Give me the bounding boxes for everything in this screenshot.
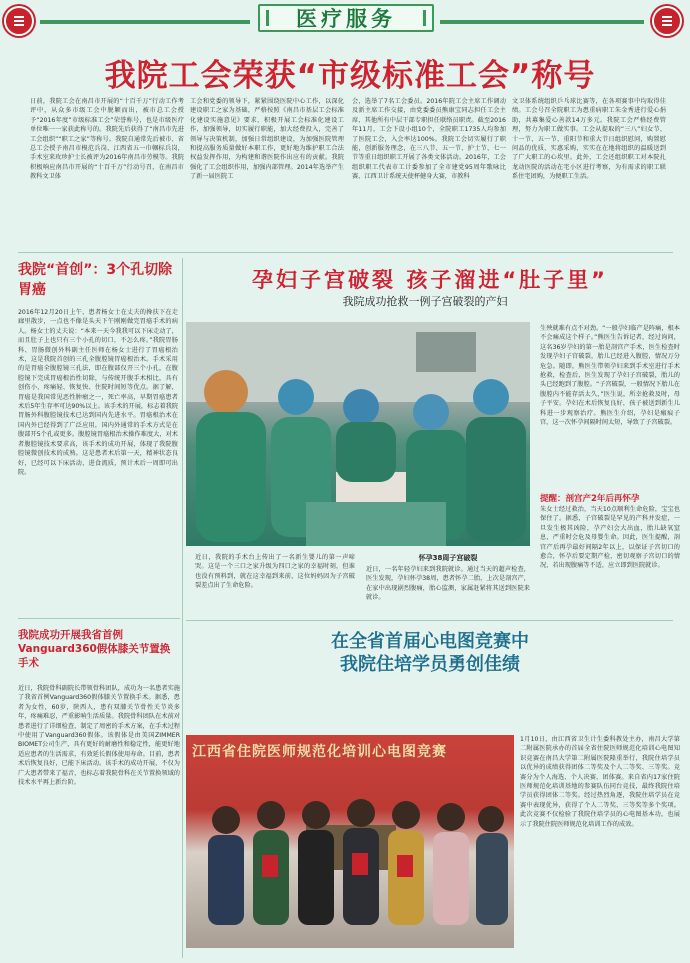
story-first-title: 我院“首创”：3个孔切除胃癌 [18, 262, 173, 298]
story-first-body: 2016年12月20日上午，患者杨女士在丈夫的搀扶下在走廊里散步，一点也不像是头天下午刚刚做完胃癌手术的病人。杨女士的丈夫说：“本来一天今我我可以下床走动了，而且肚子上也只有三个小孔的切口，不怎么疼。”我院胃肠科、胃肠微创外科副主任医师在杨女士进行了胃癌根治术，这是我院首创的三孔全腹腔镜胃癌根治术。手术采用的是胃癌全腹腔镜三孔法，即在腹部仅开三个小孔，在腹腔镜下完成胃癌根治性切除，与传统开腹手术相比，具有创伤小、疼痛轻、恢复快、住院时间短等优点。据了解，胃癌是我国常见恶性肿瘤之一，死亡率高，早期胃癌患者术后5年生存率可达90%以上。该手术的开展，标志着我院胃肠外科腹腔镜技术已达到国内先进水平。胃癌根治术在国内外已经得到了广泛应用，国内外通常的手术方式是在腹部开5个孔或更多。腹腔镜胃癌根治术操作难度大，对术者腹腔镜技术要求高，该手术的成功开展，体现了我院腹腔镜微创技术的成熟。这是患者术后第一天，精神状态良好，已经可以下床活动、进食流质，预计术后一周即可出院。 [18, 309, 178, 476]
award-photo [186, 735, 514, 948]
section-title: 医疗服务 [258, 4, 434, 32]
surgery-story-title: 孕妇子宫破裂 孩子溜进“肚子里” [252, 268, 608, 292]
ecg-story-title [190, 630, 670, 676]
surgery-photo-caption: 怀孕38周子宫破裂 [418, 554, 478, 562]
main-headline: 我院工会荣获“市级标准工会”称号 [104, 58, 596, 94]
ecg-title-line2: 我院住培学员勇创佳绩 [340, 654, 520, 675]
hospital-logo-right-icon [652, 6, 682, 36]
story1-col4: 文卫体系统组织乒乓球比赛等，在各项赛事中均取得佳绩。工会号召全院职工为患重病职工朱金秀进行爱心捐助，共募集爱心善款14万多元。我院工会严格经费管理，努力为职工做实事。工会从提取的“三八”妇女节、十一节、五一节、重阳节和重大节日组织慰问，购置慰问品的优质、实惠采购，实实在在地将组织的温暖送到了广大职工的心坎里。此外，工会还组织职工对本院扎龙动医院的活动在宅小区进行考察，为有需求的职工联系住宅团购，为便职工生活。 [512, 98, 666, 181]
surgery-left-text: 近日，我院的手术台上传出了一名新生婴儿的第一声啼哭。这是一个三口之家升级为四口之家的幸福时刻，但谁也没有预料到，就在这幸福到来前，这位妈妈因为子宫破裂差点出了生命危险。 [195, 554, 355, 590]
surgery-scene-image [186, 322, 530, 546]
surgery-tip-heading: 提醒：剖宫产2年后再怀孕 [540, 494, 640, 504]
surgery-mid-text: 近日，一名年轻孕妇来到我院就诊。通过当天的超声检查，医生发现，孕妇怀孕38周，患者怀孕二胎，上次是剖宫产，在家中出现剧烈腹痛，胎心监测，家属赶紧将其送到医院来就诊。 [366, 566, 530, 602]
surgery-right-text: 生殃就难有点不对劲。“一般孕妇临产是阵痛，根本不会痛成这个样子。”熊医生告诉记者，经过询问，这名36岁孕妇的第一胎是剖宫产手术，医生检查时发现孕妇子宫破裂，胎儿已经进入腹腔，情况万分危急。随即，熊医生带领孕妇来到手术室进行手术抢救，检查后，医生发现了孕妇子宫破裂，胎儿的头已经跑到了腹腔。“子宫破裂，一般情况下胎儿在腹腔内不能存活太久，”医生说，所幸抢救及时，母子平安。孕妇在术后恢复良好，孩子被送到新生儿科进一步观察治疗。熊医生介绍，孕妇是瘢痕子宫，这一次怀孕间隔时间太短，导致了子宫破裂。 [540, 325, 680, 427]
award-banner-text: 江西省住院医师规范化培训心电图竞赛 [192, 744, 447, 760]
story-divider [18, 252, 673, 253]
hospital-logo-left-icon [4, 6, 34, 36]
column-divider [182, 258, 183, 958]
surgery-story-subtitle: 我院成功抢救一例子宫破裂的产妇 [342, 295, 508, 308]
ecg-story-body: 1月10日，由江西省卫生计生委科教处主办，南昌大学第二附属医院承办的首届全省住院医师规范化培训心电图知识竞赛在南昌大学第二附属医院隆重举行，我院住培学员以优异的成绩获得团体二等奖及个人二等奖、三等奖。竞赛分为个人海选、个人决赛、团体赛。来自省内17家住院医师规范化培训基地的参赛队伍同台竞技，最终我院住培学员获得团体二等奖。经过热烈角逐，我院住培学员在竞赛中表现优异，获得了个人二等奖、三等奖等多个奖项。此次竞赛不仅检验了我院住培学员的心电图基本功，也展示了我院住院医师规范化培训工作的成效。 [520, 736, 680, 828]
ecg-title-line1: 在全省首届心电图竞赛中 [331, 631, 529, 652]
story1-col1: 日前，我院工会在南昌市开展的“十百千万”行动工作考评中，从众多市级工会中脱颖而出，被市总工会授予“2016年度”市级标准工会”荣誉称号，也是市级医疗单位唯一一家获此称号的。我院先后获得了“南昌市先进工会组织”“职工之家”等称号。我院自通常先后被市、省总工会授予南昌市模范兵岗、江西省五一巾帼标兵岗，手术室来玫珍护士长被评为2016年南昌市劳模等。我院积极响应南昌市开展的“十百千万”行动号召，在南昌市教科文卫体 [30, 98, 184, 181]
story1-col3: 会，选举了7名工会委员。2016年院工会主席工作调动及新主席工作交接，由党委委员熊康宝同志担任工会主席，其他所有中层干部专职担任联络员职责。截至2016年11月，工会下设小组10个，全院职工1735人均参加了医院工会，入会率达100%。我院工会切实履行了职能，创新服务理念，在三八节、五一节、护士节、七一节等重日组织职工开展了各类文体活动。2016年，工会组织职工代表市工计委参加了全市建党95周年歌咏比赛、江西卫计系统天使杯健身大赛，市教科 [352, 98, 506, 181]
award-group-image [186, 735, 514, 948]
story1-col2: 工会和党委的领导下，紧紧围绕医院中心工作，以深化建设职工之家为基础，严格按照《南昌市基层工会标准化建设实施意见》要求，积极开展工会标准化建设工作，加强领导，切实履行职能，加大经费投入，完善了领导与决策机制，加强日常组织建设，为加强医院管理和提高服务质量做好本职工作，更好地为维护职工合法权益发挥作用，为构建和谐医院作出应有的贡献。我院强化了工会组织作用，加强内部管理。2014年选举产生了新一届医院工 [190, 98, 344, 181]
header-rule-left [40, 20, 250, 24]
right-divider [186, 620, 673, 621]
surgery-tip-text: 朱女士经过救治，当天10点顺利生命危险，宝宝也保住了。据悉，子宫破裂是罕见的产科并发症，一旦发生极其凶险，孕产妇会大出血，胎儿缺氧窒息，严重时会危及母婴生命。因此，医生提醒，剖宫产后再孕最好间隔2年以上，以保证子宫切口的愈合，怀孕后要定期产检，密切观察子宫切口的情况，若出现腹痛等不适，应立即到医院就诊。 [540, 506, 680, 570]
left-divider [18, 618, 180, 619]
surgery-photo [186, 322, 530, 546]
story-knee-body: 近日，我院骨科副院长带领骨科团队，成功为一名患者实施了我省首例Vanguard360假体膝关节置换手术。据悉，患者为女性，60岁，陕西人，患有双膝关节骨性关节炎多年，疼痛难忍，严重影响生活质量。我院骨科团队在术前对患者进行了详细检查，制定了周密的手术方案，在手术过程中使用了Vanguard360假体。该假体是由美国ZIMMER BIOMET公司生产，具有更好的耐磨性和稳定性，能更好地适应患者的生活需求，有效延长假体使用寿命。目前，患者术后恢复良好，已能下床活动。该手术的成功开展，不仅为广大患者带来了福音，也标志着我院骨科在关节置换领域的技术水平再上新台阶。 [18, 685, 180, 787]
story-knee-title: 我院成功开展我省首例Vanguard360假体膝关节置换手术 [18, 629, 171, 669]
header-rule-right [440, 20, 644, 24]
